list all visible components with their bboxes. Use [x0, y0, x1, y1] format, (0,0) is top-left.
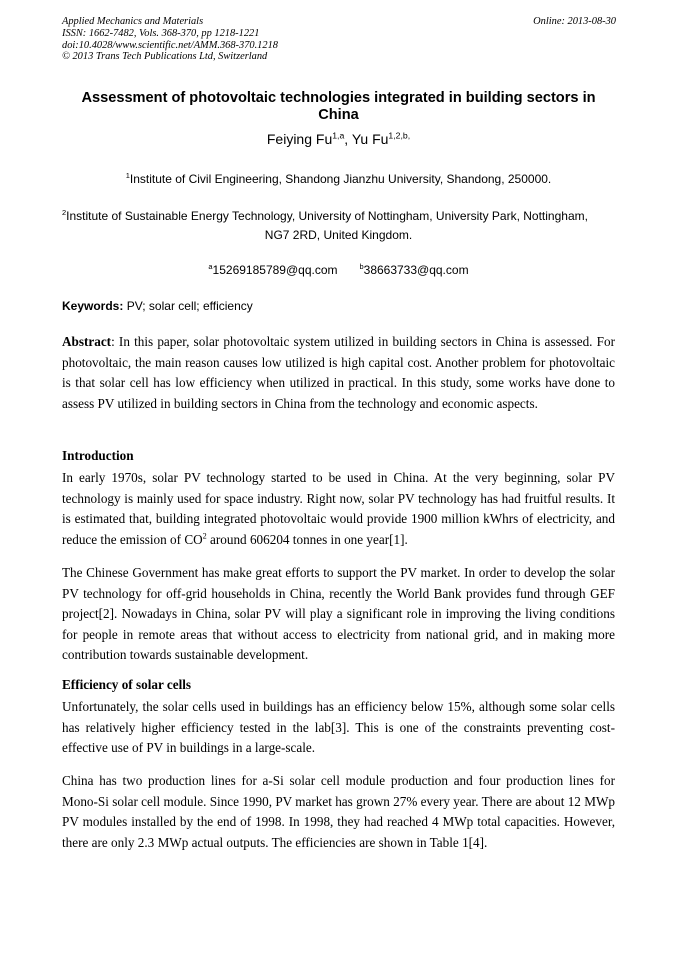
- affiliation-2-sup: 2: [62, 208, 67, 217]
- efficiency-paragraph-2: China has two production lines for a-Si solar cell module production and four production lines for Mono-Si solar cell module. Since 1990, PV market has grown 27% every year. There are about 12 MWp PV modules installed by the end of 1998. In 1998, they had reached 4 MWp total capacities. However, there are only 2.3 MWp actual outputs. The efficiencies are shown in Table 1[4].: [62, 773, 615, 850]
- affiliation-1-sup: 1: [125, 171, 130, 180]
- copyright-line: © 2013 Trans Tech Publications Ltd, Switzerland: [62, 51, 268, 63]
- journal-header: [62, 16, 278, 63]
- author-line: [62, 130, 615, 148]
- introduction-paragraph-1: [62, 468, 615, 550]
- affiliation-2-line1: Institute of Sustainable Energy Technology, University of Nottingham, University Park, Nottingham,: [66, 209, 588, 223]
- doi-line: doi:10.4028/www.scientific.net/AMM.368-370.1218: [62, 39, 278, 51]
- journal-name: Applied Mechanics and Materials: [62, 16, 204, 27]
- paper-title: Assessment of photovoltaic technologies integrated in building sectors in China: [81, 90, 596, 123]
- efficiency-paragraph-1: Unfortunately, the solar cells used in buildings has an efficiency below 15%, although some solar cells has relatively higher efficiency tested in the lab[3]. This is one of the constraints preventing cost-effective use of PV in buildings in a large-scale.: [62, 699, 615, 756]
- author-2-name: Yu Fu: [351, 131, 389, 147]
- email-line: [62, 261, 615, 280]
- affiliation-2: [62, 207, 615, 244]
- introduction-heading: Introduction: [62, 448, 134, 463]
- author-separator: ,: [344, 131, 352, 147]
- introduction-paragraph-2: The Chinese Government has make great efforts to support the PV market. In order to develop the solar PV technology for off-grid households in China, recently the World Bank provides fund through GEF project[2]. Nowadays in China, solar PV will play a significant role in improving the living conditions for people in remote areas that without access to electricity from national grid, and in making more contribution towards sustainable development.: [62, 565, 615, 663]
- affiliation-1: [62, 170, 615, 189]
- keywords-label: Keywords:: [62, 299, 124, 313]
- affiliation-1-text: Institute of Civil Engineering, Shandong Jianzhu University, Shandong, 250000.: [129, 172, 552, 186]
- abstract-text: : In this paper, solar photovoltaic system utilized in building sectors in China is assessed. For photovoltaic, the main reason causes low utilized is high capital cost. Another problem for photovoltaic is that solar cell has low efficiency when utilized in practical. In this study, some works have done to assess PV utilized in building sectors in China from the technology and economic aspects.: [62, 334, 615, 411]
- introduction-p1-tail: around 606204 tonnes in one year[1].: [206, 531, 408, 547]
- efficiency-heading: Efficiency of solar cells: [62, 677, 192, 692]
- email-a-sup: a: [208, 262, 213, 271]
- author-1-sup: 1,a: [332, 130, 345, 141]
- abstract: [62, 332, 615, 414]
- issn-line: ISSN: 1662-7482, Vols. 368-370, pp 1218-1221: [62, 27, 260, 39]
- author-2-sup: 1,2,b,: [388, 130, 411, 141]
- co2-subscript: 2: [202, 531, 207, 541]
- abstract-label: Abstract: [62, 334, 112, 349]
- keywords: [62, 297, 615, 316]
- affiliation-2-line2: NG7 2RD, United Kingdom.: [264, 227, 413, 242]
- online-date: Online: 2013-08-30: [533, 16, 616, 27]
- keywords-text: PV; solar cell; efficiency: [123, 299, 253, 313]
- author-1-name: Feiying Fu: [266, 131, 333, 147]
- email-b-sup: b: [359, 262, 364, 271]
- introduction-p1-text: In early 1970s, solar PV technology started to be used in China. At the very beginning, solar PV technology is mainly used for space industry. Right now, solar PV technology has had fruitful results. It is estimated that, building integrated photovoltaic would provide 1900 million kWhrs of electricity, and reduce the emission of CO: [62, 470, 615, 547]
- email-b: 38663733@qq.com: [363, 263, 469, 277]
- email-a: 15269185789@qq.com: [212, 263, 338, 277]
